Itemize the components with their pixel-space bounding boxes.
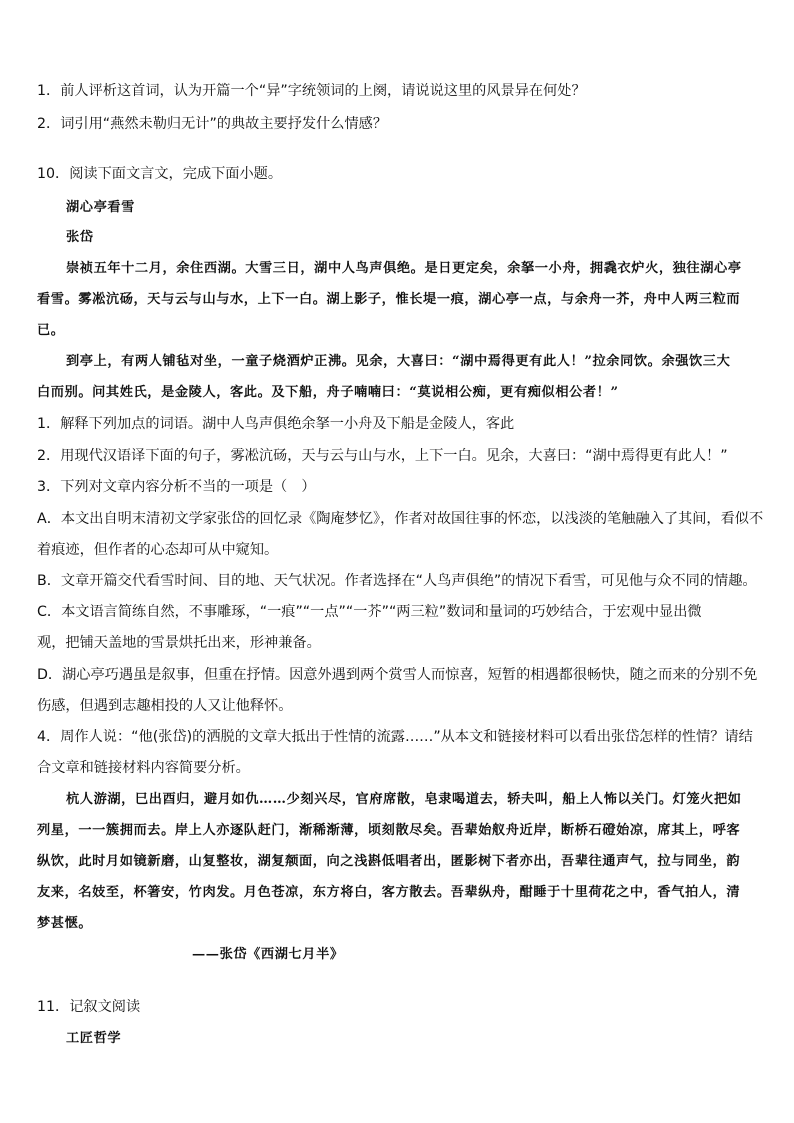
question-10-sub4-line1: 4．周作人说：“他(张岱)的洒脱的文章大抵出于性情的流露……”从本文和链接材料可以看出张岱怎样的性情？请结 (37, 729, 753, 745)
passage-para1-line2: 看雪。雾凇沆砀，天与云与山与水，上下一白。湖上影子，惟长堤一痕，湖心亭一点，与余舟一芥，舟中人两三粒而 (37, 292, 741, 307)
question-10-sub2: 2．用现代汉语译下面的句子，雾凇沆砀，天与云与山与水，上下一白。见余，大喜曰：“湖中焉得更有此人！” (37, 448, 728, 464)
option-b: B．文章开篇交代看雪时间、目的地、天气状况。作者选择在“人鸟声俱绝”的情况下看雪，可见他与众不同的情趣。 (37, 573, 757, 589)
link-para-line2: 列星，一一簇拥而去。岸上人亦逐队赶门，渐稀渐薄，顷刻散尽矣。吾辈始舣舟近岸，断桥石磴始凉，席其上，呼客 (37, 823, 741, 838)
question-10-sub3: 3．下列对文章内容分析不当的一项是（ ） (37, 479, 316, 495)
link-para-line4: 友来，名妓至，杯箸安，竹肉发。月色苍凉，东方将白，客方散去。吾辈纵舟，酣睡于十里荷花之中，香气拍人，清 (37, 885, 741, 900)
passage-para2-line2: 白而别。问其姓氏，是金陵人，客此。及下船，舟子喃喃曰：“莫说相公痴，更有痴似相公者！” (37, 385, 619, 400)
option-a-line1: A．本文出自明末清初文学家张岱的回忆录《陶庵梦忆》，作者对故国往事的怀恋，以浅淡的笔触融入了其间，看似不 (37, 511, 764, 527)
option-c-line2: 观，把铺天盖地的雪景烘托出来，形神兼备。 (37, 635, 321, 651)
link-para-line1: 杭人游湖，巳出酉归，避月如仇……少刻兴尽，官府席散，皂隶喝道去，轿夫叫，船上人怖以关门。灯笼火把如 (66, 792, 742, 807)
prev-question-1: 1．前人评析这首词，认为开篇一个“异”字统领词的上阕，请说说这里的风景异在何处？ (37, 83, 586, 99)
prev-question-2: 2．词引用“燕然未勒归无计”的典故主要抒发什么情感？ (37, 116, 388, 132)
passage-para1-line1: 崇祯五年十二月，余住西湖。大雪三日，湖中人鸟声俱绝。是日更定矣，余拏一小舟，拥毳衣炉火，独往湖心亭 (66, 261, 742, 276)
passage-author: 张岱 (66, 230, 94, 245)
passage-para2-line1: 到亭上，有两人铺毡对坐，一童子烧酒炉正沸。见余，大喜曰：“湖中焉得更有此人！”拉余同饮。余强饮三大 (66, 354, 731, 369)
link-para-line3: 纵饮，此时月如镜新磨，山复整妆，湖复颒面，向之浅斟低唱者出，匿影树下者亦出，吾辈往通声气，拉与同坐，韵 (37, 854, 741, 869)
option-d-line2: 伤感，但遇到志趣相投的人又让他释怀。 (37, 698, 293, 714)
question-10-sub4-line2: 合文章和链接材料内容简要分析。 (37, 760, 250, 776)
option-d-line1: D．湖心亭巧遇虽是叙事，但重在抒情。因意外遇到两个赏雪人而惊喜，短暂的相遇都很畅快，随之而来的分别不免 (37, 667, 758, 683)
passage-para1-line3: 已。 (37, 323, 65, 338)
question-11-title: 工匠哲学 (66, 1031, 122, 1046)
passage-title: 湖心亭看雪 (66, 200, 135, 215)
question-10-heading: 10．阅读下面文言文，完成下面小题。 (37, 166, 283, 182)
option-c-line1: C．本文语言简练自然，不事雕琢，“一痕”“一点”“一芥”“两三粒”数词和量词的巧妙结合，于宏观中显出微 (37, 604, 702, 620)
question-10-sub1: 1．解释下列加点的词语。湖中人鸟声俱绝余拏一小舟及下船是金陵人，客此 (37, 416, 515, 432)
link-source: ——张岱《西湖七月半》 (192, 947, 344, 962)
option-a-line2: 着痕迹，但作者的心态却可从中窥知。 (37, 542, 279, 558)
question-11-heading: 11．记叙文阅读 (37, 999, 141, 1015)
link-para-line5: 梦甚惬。 (37, 916, 93, 931)
